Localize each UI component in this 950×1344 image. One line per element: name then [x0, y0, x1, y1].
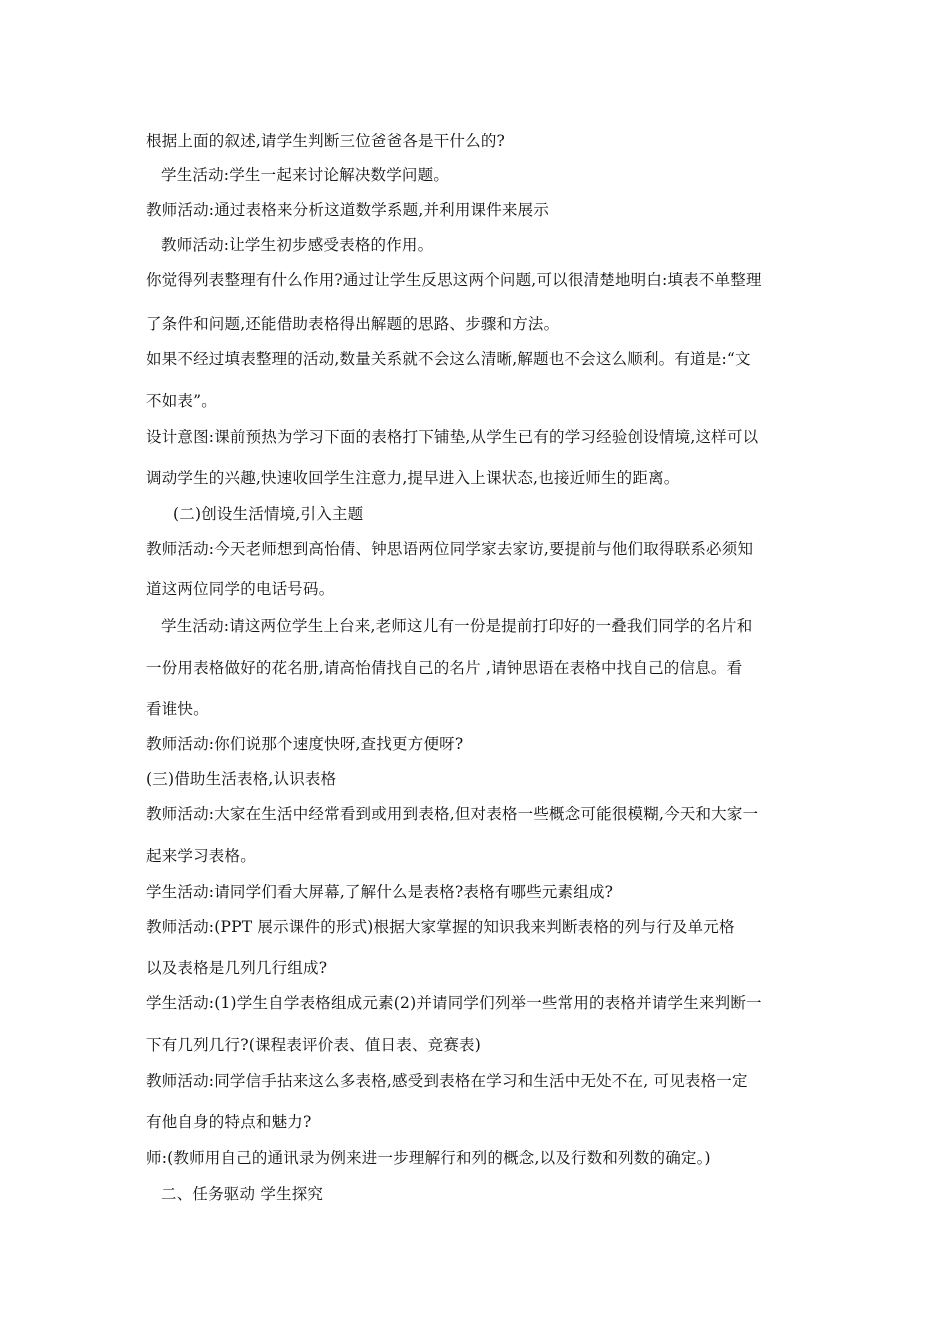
paragraph-line: 有他自身的特点和魅力?: [146, 1113, 312, 1131]
paragraph-line: 教师活动:通过表格来分析这道数学系题,并利用课件来展示: [146, 201, 550, 219]
paragraph-line: 下有几列几行?(课程表评价表、值日表、竞赛表): [146, 1036, 482, 1054]
paragraph-line: 学生活动:请这两位学生上台来,老师这儿有一份是提前打印好的一叠我们同学的名片和: [161, 617, 753, 635]
paragraph-line: 教师活动:让学生初步感受表格的作用。: [161, 236, 434, 254]
paragraph-line: 教师活动:你们说那个速度快呀,查找更方便呀?: [146, 735, 464, 753]
paragraph-line: 学生活动:请同学们看大屏幕,了解什么是表格?表格有哪些元素组成?: [146, 883, 614, 901]
paragraph-line: 你觉得列表整理有什么作用?通过让学生反思这两个问题,可以很清楚地明白:填表不单整理: [146, 271, 762, 289]
paragraph-line: 教师活动:大家在生活中经常看到或用到表格,但对表格一些概念可能很模糊,今天和大家一: [146, 805, 759, 823]
paragraph-line: 道这两位同学的电话号码。: [146, 580, 335, 598]
paragraph-line: 教师活动:(PPT 展示课件的形式)根据大家掌握的知识我来判断表格的列与行及单元格: [146, 918, 735, 936]
section-heading: 二、任务驱动 学生探究: [161, 1185, 324, 1203]
paragraph-line: 起来学习表格。: [146, 847, 256, 865]
section-heading: (二)创设生活情境,引入主题: [173, 505, 364, 523]
paragraph-line: 教师活动:今天老师想到高怡倩、钟思语两位同学家去家访,要提前与他们取得联系必须知: [146, 540, 754, 558]
paragraph-line: 根据上面的叙述,请学生判断三位爸爸各是干什么的?: [146, 132, 506, 150]
paragraph-line: 以及表格是几列几行组成?: [146, 959, 328, 977]
paragraph-line: 学生活动:学生一起来讨论解决数学问题。: [161, 166, 450, 184]
paragraph-line: 调动学生的兴趣,快速收回学生注意力,提早进入上课状态,也接近师生的距离。: [146, 469, 680, 487]
paragraph-line: 教师活动:同学信手拈来这么多表格,感受到表格在学习和生活中无处不在, 可见表格一定: [146, 1072, 748, 1090]
paragraph-line: 了条件和问题,还能借助表格得出解题的思路、步骤和方法。: [146, 315, 560, 333]
paragraph-line: 如果不经过填表整理的活动,数量关系就不会这么清晰,解题也不会这么顺利。有道是:“文: [146, 350, 751, 368]
section-heading: (三)借助生活表格,认识表格: [146, 770, 337, 788]
paragraph-line: 师:(教师用自己的通讯录为例来进一步理解行和列的概念,以及行数和列数的确定。): [146, 1149, 711, 1167]
paragraph-line: 学生活动:(1)学生自学表格组成元素(2)并请同学们列举一些常用的表格并请学生来判断一: [146, 994, 762, 1012]
paragraph-line: 看谁快。: [146, 700, 209, 718]
paragraph-line: 设计意图:课前预热为学习下面的表格打下铺垫,从学生已有的学习经验创设情境,这样可以: [146, 428, 759, 446]
paragraph-line: 不如表”。: [146, 392, 217, 410]
paragraph-line: 一份用表格做好的花名册,请高怡倩找自己的名片 ,请钟思语在表格中找自己的信息。看: [146, 659, 743, 677]
